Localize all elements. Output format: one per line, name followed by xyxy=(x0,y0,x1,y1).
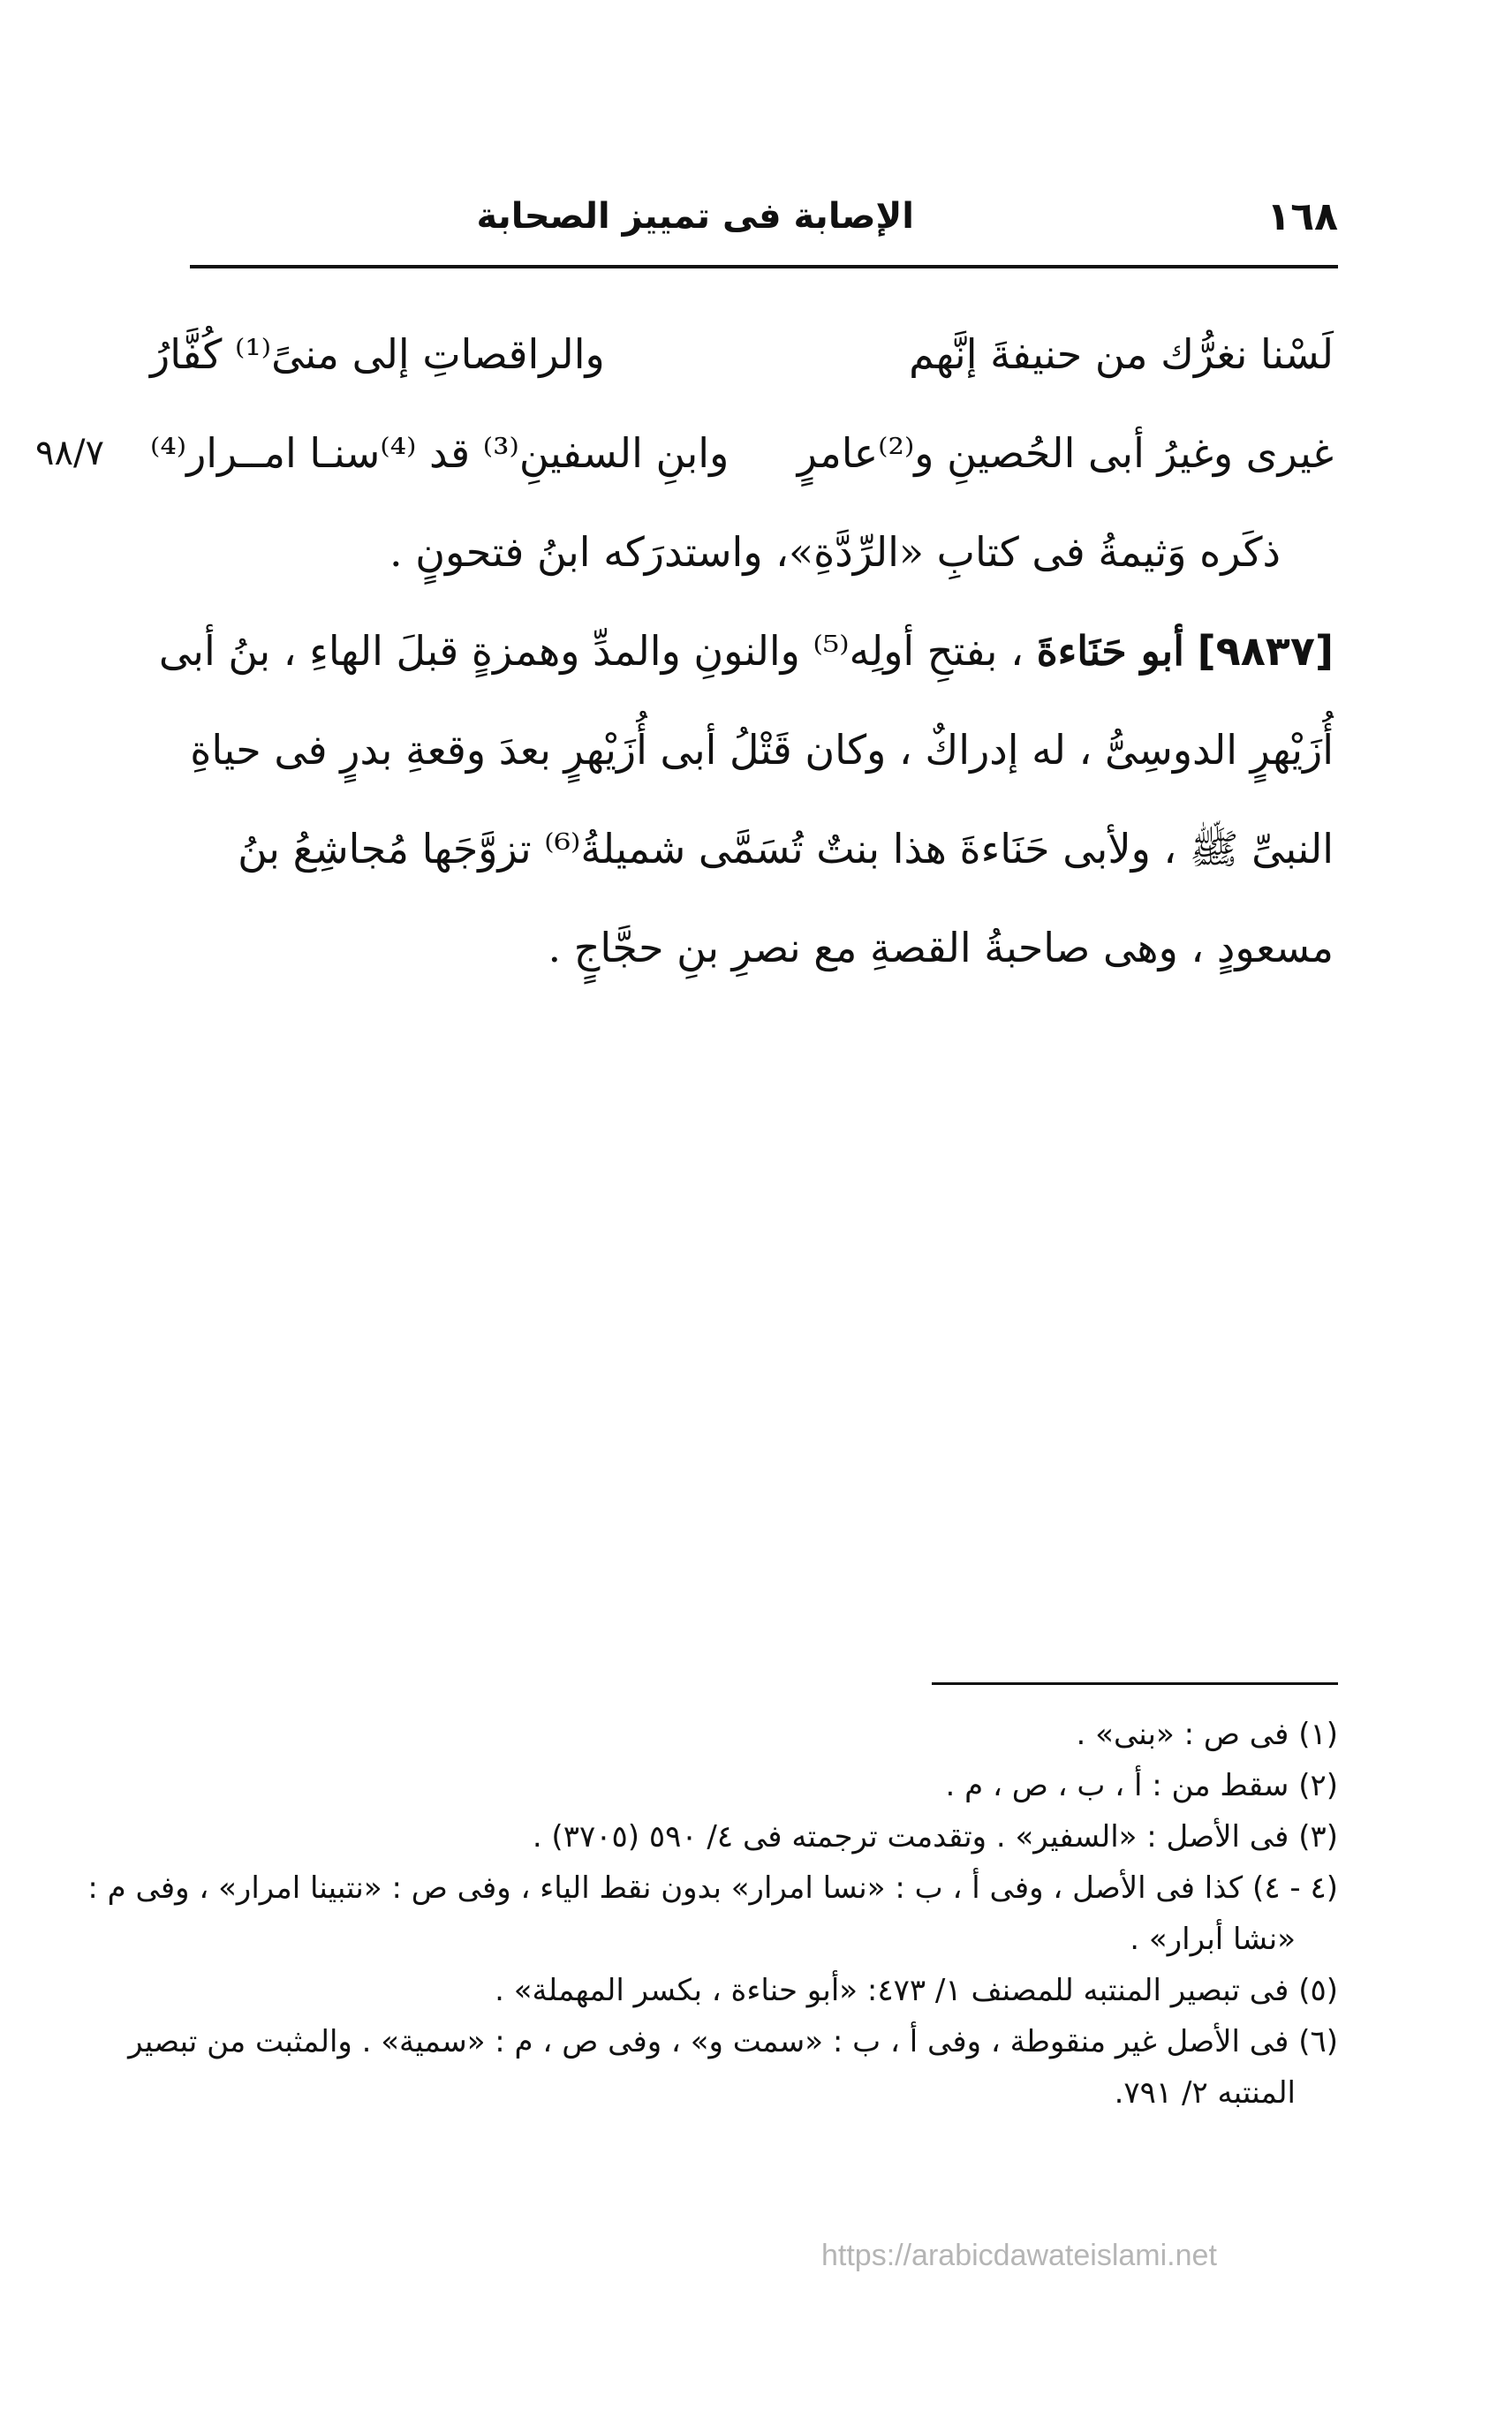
entry-name: أبو حَنَاءةَ xyxy=(1036,627,1184,675)
paragraph-line: مسعودٍ ، وهى صاحبةُ القصةِ مع نصرِ بنِ حجَّاجٍ . xyxy=(548,924,1334,971)
verse-hemistich-right: غيرى وغيرُ أبى الحُصينِ و⁽²⁾عامرٍ xyxy=(797,429,1334,477)
paragraph-line: ذكَره وَثيمةُ فى كتابِ «الرِّدَّةِ»، واستدرَكه ابنُ فتحونٍ . xyxy=(389,528,1281,576)
running-title: الإصابة فى تمييز الصحابة xyxy=(476,196,914,237)
main-text xyxy=(35,305,1334,997)
footnote-4: (٤ - ٤) كذا فى الأصل ، وفى أ ، ب : «نسا امرار» بدون نقط الياء ، وفى ص : «نتبينا امرار» ، وفى م : xyxy=(87,1870,1338,1906)
page-number: ١٦٨ xyxy=(1266,194,1338,239)
poem-verse-1 xyxy=(150,305,1334,404)
footnote-6-continued: المنتبه ٢/ ٧٩١. xyxy=(1114,2075,1296,2111)
paragraph-line: النبىِّ ﷺ ، ولأبى حَنَاءةَ هذا بنتٌ تُسَمَّى شميلةُ⁽⁶⁾ تزوَّجَها مُجاشِعُ بنُ xyxy=(238,825,1334,873)
footnote-3: (٣) فى الأصل : «السفير» . وتقدمت ترجمته فى ٤/ ٥٩٠ (٣٧٠٥) . xyxy=(532,1819,1338,1855)
footnote-5: (٥) فى تبصير المنتبه للمصنف ١/ ٤٧٣: «أبو حناءة ، بكسر المهملة» . xyxy=(495,1973,1338,2008)
verse-hemistich-right: لَسْنا نغرُّك من حنيفةَ إنَّهم xyxy=(909,330,1334,378)
footnote-2: (٢) سقط من : أ ، ب ، ص ، م . xyxy=(945,1768,1338,1803)
footnote-4-continued: «نشا أبرار» . xyxy=(1130,1922,1296,1957)
footnote-1: (١) فى ص : «بنى» . xyxy=(1076,1717,1338,1752)
entry-text: ، بفتحِ أولِه⁽⁵⁾ والنونِ والمدِّ وهمزةٍ قبلَ الهاءِ ، بنُ أبى xyxy=(158,627,1024,675)
verse-hemistich-left: والراقصاتِ إلى منىً⁽¹⁾ كُفَّارُ xyxy=(150,330,605,378)
watermark-url: https://arabicdawateislami.net xyxy=(821,2239,1217,2272)
paragraph-line: أُزَيْهرٍ الدوسِىُّ ، له إدراكٌ ، وكان قَتْلُ أبى أُزَيْهرٍ بعدَ وقعةِ بدرٍ فى حياةِ xyxy=(190,726,1334,774)
footnote-rule xyxy=(932,1682,1338,1685)
verse-hemistich-left: وابنِ السفينِ⁽³⁾ قد ⁽⁴⁾سنـا امــرار⁽⁴⁾ xyxy=(150,429,730,477)
footnote-6: (٦) فى الأصل غير منقوطة ، وفى أ ، ب : «سمت و» ، وفى ص ، م : «سمية» . والمثبت من تبصير xyxy=(128,2024,1338,2059)
footnotes xyxy=(87,1709,1338,2119)
volume-page-marker: ٩٨/٧ xyxy=(35,433,104,473)
entry-heading-line xyxy=(150,601,1334,700)
page-header xyxy=(190,194,1338,247)
entry-number: [٩٨٣٧] xyxy=(1197,627,1334,675)
poem-verse-2 xyxy=(35,404,1334,502)
header-rule xyxy=(190,265,1338,268)
